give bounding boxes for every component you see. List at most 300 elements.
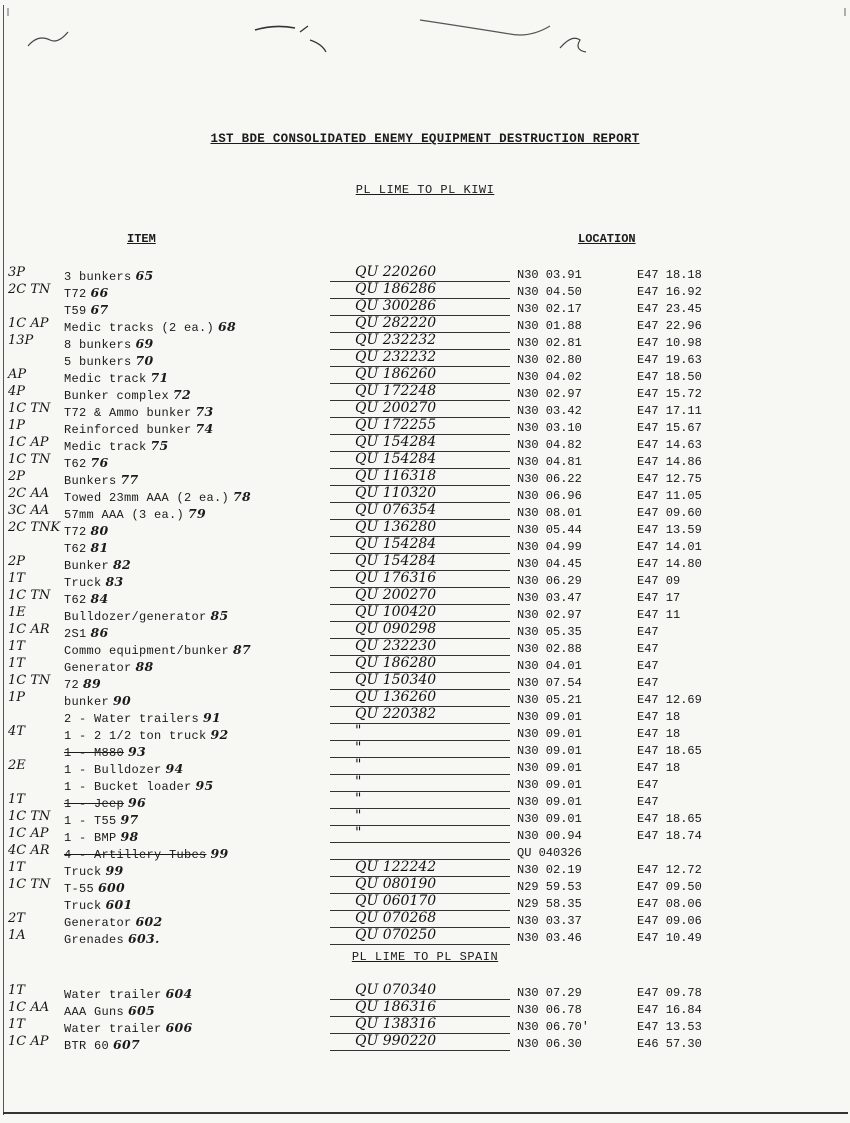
- item-description: [64, 778, 329, 794]
- item-number-handwritten: 95: [195, 778, 214, 793]
- item-text: Bunker: [64, 559, 110, 573]
- unit-code-handwritten: 1C AP: [8, 1034, 49, 1049]
- latitude: N30 03.10: [517, 421, 582, 435]
- longitude: E47 19.63: [637, 353, 702, 367]
- latitude: N30 02.17: [517, 302, 582, 316]
- grid-reference-handwritten: QU 090298: [355, 621, 437, 637]
- item-text: 3 bunkers: [64, 270, 132, 284]
- grid-reference-handwritten: QU 232232: [355, 332, 437, 348]
- unit-code-handwritten: 1C TN: [8, 588, 51, 603]
- unit-code-handwritten: 4C AR: [8, 843, 50, 858]
- item-number-handwritten: 81: [90, 540, 109, 555]
- item-text: Bulldozer/generator: [64, 610, 207, 624]
- item-number-handwritten: 82: [113, 557, 132, 572]
- latitude: N30 06.29: [517, 574, 582, 588]
- item-number-handwritten: 80: [90, 523, 109, 538]
- section-heading-spain: PL LIME TO PL SPAIN: [351, 950, 499, 964]
- grid-reference-handwritten: QU 060170: [355, 893, 437, 909]
- latitude: N29 58.35: [517, 897, 582, 911]
- item-number-handwritten: 85: [210, 608, 229, 623]
- unit-code-handwritten: 1T: [8, 656, 25, 671]
- item-description: [64, 489, 329, 505]
- longitude: E47 15.67: [637, 421, 702, 435]
- grid-reference-handwritten: QU 186260: [355, 366, 437, 382]
- longitude: E47 18.65: [637, 812, 702, 826]
- unit-code-handwritten: 2P: [8, 554, 26, 569]
- grid-underline: [330, 1050, 510, 1051]
- grid-reference-handwritten: QU 232230: [355, 638, 437, 654]
- item-description: [64, 1003, 329, 1019]
- item-text: 72: [64, 678, 80, 692]
- grid-reference-handwritten: QU 282220: [355, 315, 437, 331]
- item-text: T59: [64, 304, 87, 318]
- item-description: [64, 455, 329, 471]
- item-number-handwritten: 92: [210, 727, 229, 742]
- item-text: T72: [64, 525, 87, 539]
- item-number-handwritten: 84: [90, 591, 109, 606]
- unit-code-handwritten: 1T: [8, 792, 25, 807]
- item-text: Bunker complex: [64, 389, 170, 403]
- item-description: [64, 676, 329, 692]
- item-number-handwritten: 77: [120, 472, 139, 487]
- section-heading-kiwi: PL LIME TO PL KIWI: [355, 183, 495, 197]
- unit-code-handwritten: 1P: [8, 418, 26, 433]
- longitude: E47 18.65: [637, 744, 702, 758]
- longitude: E47 16.92: [637, 285, 702, 299]
- grid-reference-handwritten: ": [355, 808, 362, 824]
- longitude: E47 23.45: [637, 302, 702, 316]
- latitude: N30 01.88: [517, 319, 582, 333]
- unit-code-handwritten: 1C TN: [8, 452, 51, 467]
- item-text: Medic track: [64, 372, 147, 386]
- grid-reference-handwritten: QU 154284: [355, 451, 437, 467]
- latitude: N30 02.88: [517, 642, 582, 656]
- longitude: E47: [637, 676, 659, 690]
- item-text: T-55: [64, 882, 95, 896]
- item-text: 1 - T55: [64, 814, 117, 828]
- longitude: E47 09.60: [637, 506, 702, 520]
- item-description: [64, 931, 329, 947]
- latitude: N30 04.81: [517, 455, 582, 469]
- item-number-handwritten: 71: [150, 370, 169, 385]
- unit-code-handwritten: 1T: [8, 860, 25, 875]
- item-text: 4 - Artillery Tubes: [64, 848, 207, 862]
- item-number-handwritten: 66: [90, 285, 109, 300]
- item-text: Commo equipment/bunker: [64, 644, 230, 658]
- item-text: Towed 23mm AAA (2 ea.): [64, 491, 230, 505]
- longitude: E47 17.11: [637, 404, 702, 418]
- grid-reference-handwritten: QU 990220: [355, 1033, 437, 1049]
- grid-reference-handwritten: QU 176316: [355, 570, 437, 586]
- longitude: E47 14.86: [637, 455, 702, 469]
- item-description: [64, 846, 329, 862]
- grid-reference-handwritten: ": [355, 791, 362, 807]
- latitude: N30 07.29: [517, 986, 582, 1000]
- table-row: [0, 825, 850, 845]
- unit-code-handwritten: 2T: [8, 911, 25, 926]
- grid-reference-handwritten: QU 154284: [355, 434, 437, 450]
- unit-code-handwritten: 1C AP: [8, 435, 49, 450]
- item-number-handwritten: 69: [135, 336, 154, 351]
- longitude: E47 13.59: [637, 523, 702, 537]
- longitude: E47 11.05: [637, 489, 702, 503]
- grid-underline: [330, 842, 510, 843]
- item-description: [64, 727, 329, 743]
- page-border-bottom: [3, 1112, 848, 1114]
- latitude: N30 04.50: [517, 285, 582, 299]
- unit-code-handwritten: 1T: [8, 639, 25, 654]
- longitude: E47: [637, 659, 659, 673]
- item-text: 2S1: [64, 627, 87, 641]
- item-number-handwritten: 98: [120, 829, 139, 844]
- latitude: N30 09.01: [517, 727, 582, 741]
- grid-reference-handwritten: QU 300286: [355, 298, 437, 314]
- item-text: Generator: [64, 661, 132, 675]
- item-description: [64, 353, 329, 369]
- item-text: T72 & Ammo bunker: [64, 406, 192, 420]
- latitude: N30 06.22: [517, 472, 582, 486]
- longitude: E47 18: [637, 710, 681, 724]
- unit-code-handwritten: 1C AP: [8, 316, 49, 331]
- latitude: N30 03.37: [517, 914, 582, 928]
- item-number-handwritten: 83: [105, 574, 124, 589]
- item-description: [64, 387, 329, 403]
- item-text: Grenades: [64, 933, 125, 947]
- longitude: E47 14.63: [637, 438, 702, 452]
- longitude: E47 17: [637, 591, 681, 605]
- item-number-handwritten: 94: [165, 761, 184, 776]
- item-text: Water trailer: [64, 988, 162, 1002]
- grid-reference-handwritten: QU 150340: [355, 672, 437, 688]
- item-text: bunker: [64, 695, 110, 709]
- latitude: N30 07.54: [517, 676, 582, 690]
- item-number-handwritten: 73: [195, 404, 214, 419]
- item-number-handwritten: 65: [135, 268, 154, 283]
- item-description: [64, 710, 329, 726]
- latitude: N30 02.19: [517, 863, 582, 877]
- unit-code-handwritten: AP: [8, 367, 27, 382]
- item-description: [64, 642, 329, 658]
- item-description: [64, 693, 329, 709]
- unit-code-handwritten: 1P: [8, 690, 26, 705]
- grid-reference-handwritten: QU 232232: [355, 349, 437, 365]
- longitude: E47 10.98: [637, 336, 702, 350]
- latitude: N30 08.01: [517, 506, 582, 520]
- longitude: E47 15.72: [637, 387, 702, 401]
- longitude: E47 22.96: [637, 319, 702, 333]
- unit-code-handwritten: 1C TN: [8, 809, 51, 824]
- item-description: [64, 986, 329, 1002]
- latitude: N30 04.99: [517, 540, 582, 554]
- unit-code-handwritten: 2E: [8, 758, 26, 773]
- item-text: 1 - Bulldozer: [64, 763, 162, 777]
- longitude: E47 18: [637, 761, 681, 775]
- grid-reference-handwritten: QU 076354: [355, 502, 437, 518]
- longitude: E47 12.69: [637, 693, 702, 707]
- item-number-handwritten: 72: [173, 387, 192, 402]
- item-text: 1 - BMP: [64, 831, 117, 845]
- table-row: [0, 1033, 850, 1053]
- item-text: Generator: [64, 916, 132, 930]
- latitude: N30 03.46: [517, 931, 582, 945]
- item-number-handwritten: 70: [135, 353, 154, 368]
- item-text: 8 bunkers: [64, 338, 132, 352]
- unit-code-handwritten: 1C AR: [8, 622, 50, 637]
- grid-underline: [330, 944, 510, 945]
- item-description: [64, 897, 329, 913]
- latitude: N30 09.01: [517, 761, 582, 775]
- latitude: N30 06.30: [517, 1037, 582, 1051]
- latitude: N30 02.80: [517, 353, 582, 367]
- grid-reference-handwritten: QU 154284: [355, 536, 437, 552]
- grid-reference-handwritten: QU 122242: [355, 859, 437, 875]
- item-number-handwritten: 90: [113, 693, 132, 708]
- longitude: E47 14.01: [637, 540, 702, 554]
- item-text: BTR 60: [64, 1039, 110, 1053]
- item-description: [64, 914, 329, 930]
- item-number-handwritten: 68: [218, 319, 237, 334]
- longitude: E47 18.74: [637, 829, 702, 843]
- item-description: [64, 506, 329, 522]
- item-text: 57mm AAA (3 ea.): [64, 508, 185, 522]
- item-description: [64, 1037, 329, 1053]
- grid-reference-handwritten: QU 172248: [355, 383, 437, 399]
- unit-code-handwritten: 1C TN: [8, 673, 51, 688]
- item-text: 1 - Jeep: [64, 797, 125, 811]
- longitude: E47: [637, 795, 659, 809]
- latitude: N29 59.53: [517, 880, 582, 894]
- longitude: E47 11: [637, 608, 681, 622]
- item-description: [64, 795, 329, 811]
- item-text: Truck: [64, 865, 102, 879]
- unit-code-handwritten: 3P: [8, 265, 26, 280]
- column-header-item: ITEM: [127, 232, 156, 246]
- item-number-handwritten: 86: [90, 625, 109, 640]
- latitude: N30 04.02: [517, 370, 582, 384]
- latitude: N30 06.78: [517, 1003, 582, 1017]
- latitude: N30 04.01: [517, 659, 582, 673]
- longitude: E47 13.53: [637, 1020, 702, 1034]
- item-text: T72: [64, 287, 87, 301]
- grid-reference-handwritten: QU 070250: [355, 927, 437, 943]
- unit-code-handwritten: 1C TN: [8, 877, 51, 892]
- item-number-handwritten: 606: [165, 1020, 193, 1035]
- grid-reference-handwritten: ": [355, 723, 362, 739]
- handwritten-scribble-marks: [0, 8, 850, 68]
- longitude: E47 12.75: [637, 472, 702, 486]
- unit-code-handwritten: 1C TN: [8, 401, 51, 416]
- item-text: 1 - M880: [64, 746, 125, 760]
- item-number-handwritten: 89: [83, 676, 102, 691]
- item-description: [64, 404, 329, 420]
- item-description: [64, 659, 329, 675]
- grid-reference-handwritten: QU 110320: [355, 485, 437, 501]
- unit-code-handwritten: 13P: [8, 333, 34, 348]
- item-text: Medic tracks (2 ea.): [64, 321, 215, 335]
- unit-code-handwritten: 4T: [8, 724, 25, 739]
- latitude: N30 09.01: [517, 778, 582, 792]
- latitude: N30 03.47: [517, 591, 582, 605]
- item-text: Truck: [64, 899, 102, 913]
- longitude: E47 09.06: [637, 914, 702, 928]
- unit-code-handwritten: 4P: [8, 384, 26, 399]
- item-description: [64, 744, 329, 760]
- item-description: [64, 761, 329, 777]
- item-number-handwritten: 601: [105, 897, 133, 912]
- item-description: [64, 336, 329, 352]
- longitude: E47 14.80: [637, 557, 702, 571]
- item-number-handwritten: 87: [233, 642, 252, 657]
- item-description: [64, 829, 329, 845]
- item-text: 1 - Bucket loader: [64, 780, 192, 794]
- grid-reference-handwritten: QU 136280: [355, 519, 437, 535]
- unit-code-handwritten: 2C AA: [8, 486, 50, 501]
- table-row: [0, 927, 850, 947]
- latitude: N30 06.96: [517, 489, 582, 503]
- longitude: E47 12.72: [637, 863, 702, 877]
- column-header-location: LOCATION: [578, 232, 636, 246]
- unit-code-handwritten: 2C TN: [8, 282, 51, 297]
- grid-reference-handwritten: QU 070340: [355, 982, 437, 998]
- longitude: E47 18: [637, 727, 681, 741]
- item-text: T62: [64, 542, 87, 556]
- unit-code-handwritten: 1T: [8, 1017, 25, 1032]
- item-number-handwritten: 602: [135, 914, 163, 929]
- latitude: N30 09.01: [517, 710, 582, 724]
- item-text: Bunkers: [64, 474, 117, 488]
- item-number-handwritten: 603.: [128, 931, 160, 946]
- item-text: T62: [64, 593, 87, 607]
- item-text: 2 - Water trailers: [64, 712, 200, 726]
- grid-reference-handwritten: QU 136260: [355, 689, 437, 705]
- item-number-handwritten: 600: [98, 880, 126, 895]
- latitude: N30 09.01: [517, 795, 582, 809]
- grid-reference-handwritten: QU 186316: [355, 999, 437, 1015]
- item-number-handwritten: 97: [120, 812, 139, 827]
- grid-reference-handwritten: ": [355, 757, 362, 773]
- grid-reference-handwritten: QU 100420: [355, 604, 437, 620]
- grid-reference-handwritten: QU 138316: [355, 1016, 437, 1032]
- item-description: [64, 370, 329, 386]
- unit-code-handwritten: 1T: [8, 983, 25, 998]
- item-number-handwritten: 99: [105, 863, 124, 878]
- grid-reference-handwritten: QU 172255: [355, 417, 437, 433]
- item-description: [64, 880, 329, 896]
- grid-reference-handwritten: QU 220260: [355, 264, 437, 280]
- item-number-handwritten: 75: [150, 438, 169, 453]
- longitude: E46 57.30: [637, 1037, 702, 1051]
- item-description: [64, 285, 329, 301]
- item-text: Medic track: [64, 440, 147, 454]
- item-description: [64, 812, 329, 828]
- unit-code-handwritten: 2C TNK: [8, 520, 61, 535]
- latitude: N30 03.91: [517, 268, 582, 282]
- grid-reference-handwritten: QU 200270: [355, 587, 437, 603]
- item-description: [64, 608, 329, 624]
- longitude: E47: [637, 642, 659, 656]
- item-number-handwritten: 607: [113, 1037, 141, 1052]
- latitude: N30 04.82: [517, 438, 582, 452]
- grid-reference-handwritten: QU 186280: [355, 655, 437, 671]
- longitude: E47 18.50: [637, 370, 702, 384]
- item-description: [64, 438, 329, 454]
- latitude: N30 02.97: [517, 387, 582, 401]
- latitude: N30 09.01: [517, 812, 582, 826]
- grid-reference-handwritten: ": [355, 740, 362, 756]
- item-number-handwritten: 604: [165, 986, 193, 1001]
- item-description: [64, 472, 329, 488]
- unit-code-handwritten: 1C AP: [8, 826, 49, 841]
- item-number-handwritten: 74: [195, 421, 214, 436]
- grid-reference-handwritten: QU 070268: [355, 910, 437, 926]
- item-number-handwritten: 76: [90, 455, 109, 470]
- unit-code-handwritten: 1A: [8, 928, 26, 943]
- unit-code-handwritten: 1E: [8, 605, 26, 620]
- item-description: [64, 591, 329, 607]
- latitude: N30 09.01: [517, 744, 582, 758]
- item-description: [64, 863, 329, 879]
- grid-reference-handwritten: QU 220382: [355, 706, 437, 722]
- longitude: E47: [637, 778, 659, 792]
- item-description: [64, 523, 329, 539]
- grid-reference-handwritten: QU 080190: [355, 876, 437, 892]
- item-description: [64, 1020, 329, 1036]
- item-number-handwritten: 93: [128, 744, 147, 759]
- latitude: N30 00.94: [517, 829, 582, 843]
- longitude: E47 18.18: [637, 268, 702, 282]
- latitude: N30 04.45: [517, 557, 582, 571]
- latitude: N30 06.70': [517, 1020, 590, 1034]
- longitude: E47 08.06: [637, 897, 702, 911]
- grid-reference-handwritten: QU 186286: [355, 281, 437, 297]
- grid-reference-handwritten: QU 154284: [355, 553, 437, 569]
- longitude: E47 09: [637, 574, 681, 588]
- item-text: AAA Guns: [64, 1005, 125, 1019]
- item-description: [64, 540, 329, 556]
- longitude: E47 09.78: [637, 986, 702, 1000]
- longitude: E47 09.50: [637, 880, 702, 894]
- item-description: [64, 268, 329, 284]
- unit-code-handwritten: 1C AA: [8, 1000, 50, 1015]
- item-description: [64, 302, 329, 318]
- item-description: [64, 557, 329, 573]
- latitude: QU 040326: [517, 846, 582, 860]
- item-text: Water trailer: [64, 1022, 162, 1036]
- grid-reference-handwritten: ": [355, 825, 362, 841]
- item-number-handwritten: 79: [188, 506, 207, 521]
- unit-code-handwritten: 3C AA: [8, 503, 50, 518]
- item-description: [64, 574, 329, 590]
- item-number-handwritten: 605: [128, 1003, 156, 1018]
- item-number-handwritten: 88: [135, 659, 154, 674]
- longitude: E47 16.84: [637, 1003, 702, 1017]
- item-number-handwritten: 78: [233, 489, 252, 504]
- item-number-handwritten: 91: [203, 710, 222, 725]
- unit-code-handwritten: 1T: [8, 571, 25, 586]
- item-text: T62: [64, 457, 87, 471]
- item-description: [64, 421, 329, 437]
- latitude: N30 02.97: [517, 608, 582, 622]
- longitude: E47: [637, 625, 659, 639]
- item-description: [64, 625, 329, 641]
- report-title: 1ST BDE CONSOLIDATED ENEMY EQUIPMENT DESTRUCTION REPORT: [210, 132, 640, 146]
- latitude: N30 05.21: [517, 693, 582, 707]
- grid-reference-handwritten: QU 116318: [355, 468, 437, 484]
- latitude: N30 03.42: [517, 404, 582, 418]
- item-number-handwritten: 67: [90, 302, 109, 317]
- item-description: [64, 319, 329, 335]
- latitude: N30 02.81: [517, 336, 582, 350]
